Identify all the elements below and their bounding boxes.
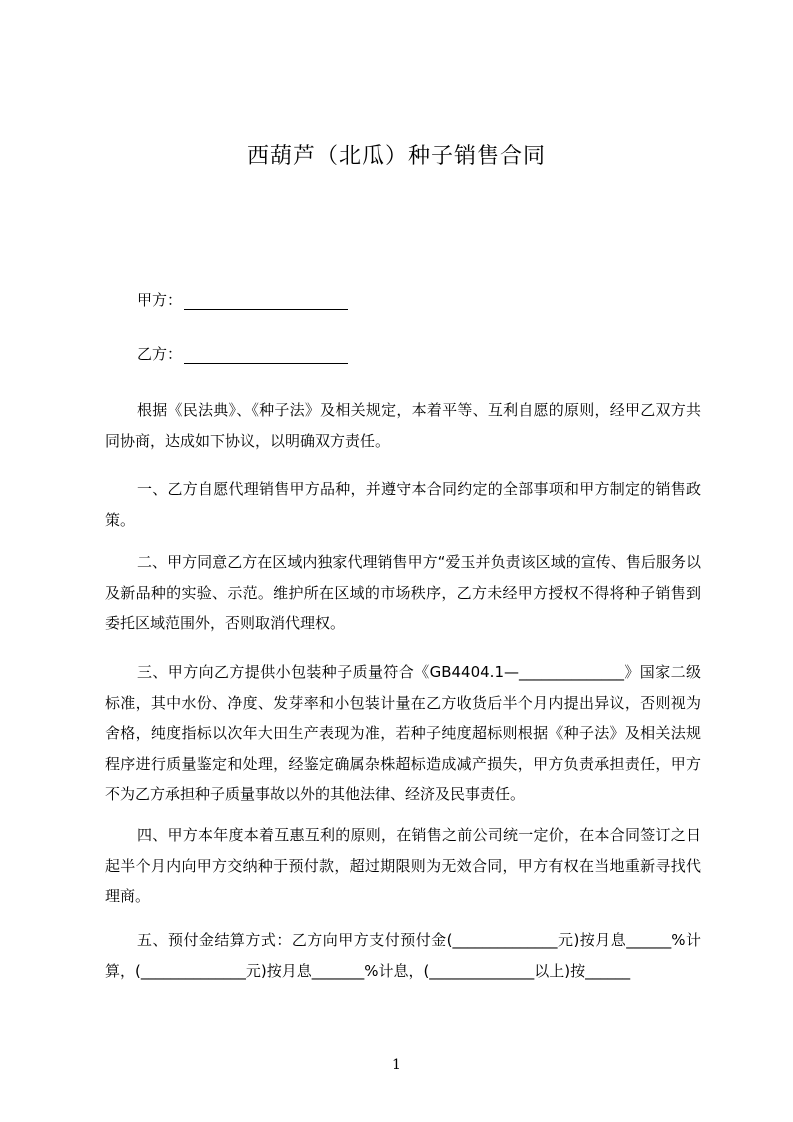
intro-paragraph: 根据《民法典》、《种子法》及相关规定，本着平等、互利自愿的原则，经甲乙双方共同协商，达成如下协议，以明确双方责任。 <box>105 401 701 450</box>
clause-1-paragraph: 一、乙方自愿代理销售甲方品种，并遵守本合同约定的全部事项和甲方制定的销售政策。 <box>105 480 701 529</box>
clause-4-paragraph: 四、甲方本年度本着互惠互利的原则，在销售之前公司统一定价，在本合同签订之日起半个月内向甲方交纳种于预付款，超过期限则为无效合同，甲方有权在当地重新寻找代理商。 <box>105 826 701 905</box>
page-number: 1 <box>392 1057 401 1073</box>
clause-3-paragraph: 三、甲方向乙方提供小包装种子质量符合《GB4404.1—______________》国家二级标准，其中水份、净度、发芽率和小包装计量在乙方收货后半个月内提出异议，否则视为舍格，纯度指标以次年大田生产表现为准，若种子纯度超标则根据《种子法》及相关法规程序进行质量鉴定和处理，经鉴定确属杂株超标造成减产损失，甲方负责承担责任，甲方不为乙方承担种子质量事故以外的其他法律、经济及民事责任。 <box>105 663 701 803</box>
party-b-blank-field <box>184 347 348 364</box>
clause-2-paragraph: 二、甲方同意乙方在区域内独家代理销售甲方“爱玉并负责该区域的宣传、售后服务以及新品种的实验、示范。维护所在区域的市场秩序，乙方未经甲方授权不得将种子销售到委托区域范围外，否则取消代理权。 <box>105 553 701 632</box>
party-a-blank-field <box>184 293 348 310</box>
clause-5-paragraph: 五、预付金结算方式：乙方向甲方支付预付金(______________元)按月息______%计算，(______________元)按月息_______%计息，(______________以上)按______ <box>105 931 701 980</box>
party-b-line <box>137 344 348 364</box>
party-b-label: 乙方： <box>137 345 183 363</box>
party-a-line <box>137 290 348 310</box>
party-a-label: 甲方： <box>137 291 183 309</box>
document-title: 西葫芦（北瓜）种子销售合同 <box>246 144 546 169</box>
